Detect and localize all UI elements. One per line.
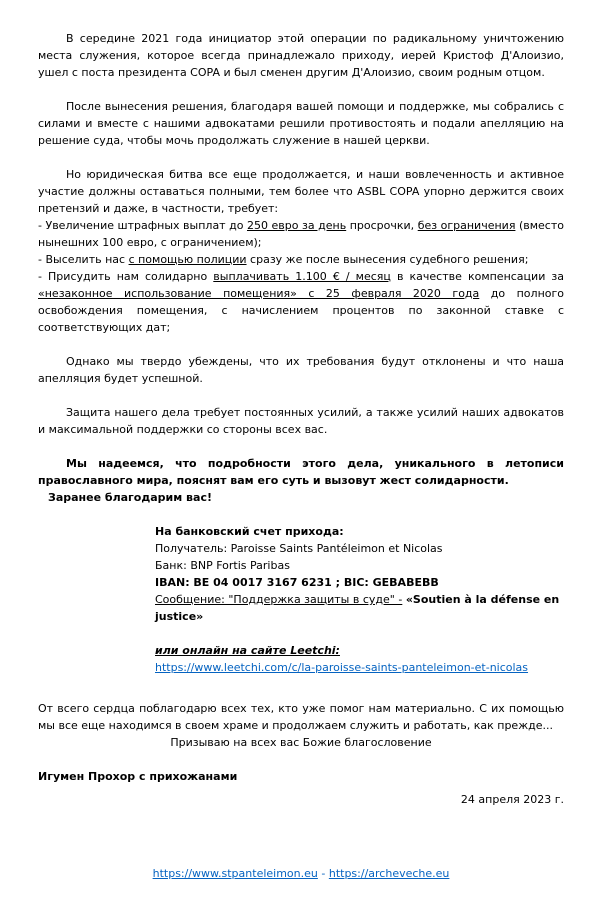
text-run: Игумен Прохор с прихожанами (38, 770, 238, 783)
bullet-item-compensation (38, 268, 564, 336)
paragraph-defense-effort (38, 404, 564, 438)
text-run: выплачивать 1.100 € / месяц (213, 270, 391, 283)
iban-bic-line (155, 574, 564, 591)
text-run: Однако мы твердо убеждены, что их требования будут отклонены и что наша апелляция будет успешной. (38, 355, 564, 385)
text-run: «Soutien à la défense en justice» (155, 593, 560, 623)
paragraph-gratitude (38, 700, 564, 734)
spacer (155, 625, 564, 642)
text-run: Призываю на всех вас Божие благословение (170, 736, 432, 749)
paragraph-legal-battle-intro (38, 166, 564, 217)
blessing-line (38, 734, 564, 751)
text-run: (вместо нынешних 100 евро, с ограничением); (38, 219, 564, 249)
text-run: После вынесения решения, благодаря вашей помощи и поддержке, мы собрались с силами и вместе с нашими адвокатами решили противостоять и подали апелляцию на решение суда, чтобы мочь продолжать служение в нашей церкви. (38, 100, 564, 147)
leetchi-label (155, 642, 564, 659)
text-run: От всего сердца поблагодарю всех тех, кто уже помог нам материально. С их помощью мы все еще находимся в своем храме и продолжаем служить и работать, как прежде... (38, 702, 564, 732)
text-run: Получатель: Paroisse Saints Pantéleimon et Nicolas (155, 542, 443, 555)
text-run: до полного освобождения помещения, с начислением процентов по законной ставке с соответствующих дат; (38, 287, 564, 334)
leetchi-link-line (155, 659, 564, 676)
bank-details-block (155, 523, 564, 676)
spacer (38, 676, 564, 700)
footer-links (38, 865, 564, 882)
text-run: «незаконное использование помещения» с 25 февраля 2020 года (38, 287, 480, 300)
text-run: или онлайн на сайте Leetchi: (155, 644, 340, 657)
text-run: в качестве компенсации за (390, 270, 564, 283)
text-run: просрочки, (346, 219, 418, 232)
text-run: с помощью полиции (128, 253, 247, 266)
bank-details-header (155, 523, 564, 540)
hyperlink[interactable]: https://www.leetchi.com/c/la-paroisse-saints-panteleimon-et-nicolas (155, 661, 529, 674)
bullet-item-police-eviction (38, 251, 564, 268)
text-run: 250 евро за день (247, 219, 347, 232)
text-run: Защита нашего дела требует постоянных усилий, а также усилий наших адвокатов и максимальной поддержки со стороны всех вас. (38, 406, 564, 436)
paragraph-thanks-in-advance (38, 489, 564, 506)
bank-recipient-line (155, 540, 564, 557)
text-run: IBAN: BE 04 0017 3167 6231 ; BIC: GEBABEBB (155, 576, 439, 589)
text-run: без ограничения (417, 219, 516, 232)
text-run: 24 апреля 2023 г. (460, 793, 564, 806)
paragraph-hope-solidarity (38, 455, 564, 489)
bullet-item-penalty-increase (38, 217, 564, 251)
signature-line (38, 768, 564, 785)
hyperlink[interactable]: https://archeveche.eu (328, 867, 450, 880)
text-run: - Увеличение штрафных выплат до (38, 219, 247, 232)
text-run: - (317, 867, 329, 880)
paragraph-conviction (38, 353, 564, 387)
text-run: В середине 2021 года инициатор этой операции по радикальному уничтожению места служения, которое всегда принадлежало приходу, иерей Кристоф Д'Алоизио, ушел с поста президента COPA и был сменен другим Д'Алоизио, своим родным отцом. (38, 32, 564, 79)
text-run: - Выселить нас (38, 253, 129, 266)
bank-name-line (155, 557, 564, 574)
text-run: Мы надеемся, что подробности этого дела, уникального в летописи православного мира, пояснят вам его суть и вызовут жест солидарности. (38, 457, 564, 487)
text-run: Но юридическая битва все еще продолжается, и наши вовлеченность и активное участие должны оставаться полными, тем более что ASBL COPA упорно держится своих претензий и даже, в частности, требует: (38, 168, 564, 215)
date-line (38, 791, 564, 808)
hyperlink[interactable]: https://www.stpanteleimon.eu (152, 867, 318, 880)
text-run: - Присудить нам солидарно (38, 270, 214, 283)
paragraph-appeal-filed (38, 98, 564, 149)
paragraph-president-change (38, 30, 564, 81)
text-run: сразу же после вынесения судебного решения; (246, 253, 529, 266)
text-run: Банк: BNP Fortis Paribas (155, 559, 290, 572)
text-run: Сообщение: "Поддержка защиты в суде" - (155, 593, 403, 606)
text-run: Заранее благодарим вас! (48, 491, 212, 504)
payment-message-line (155, 591, 564, 625)
text-run: На банковский счет прихода: (155, 525, 344, 538)
